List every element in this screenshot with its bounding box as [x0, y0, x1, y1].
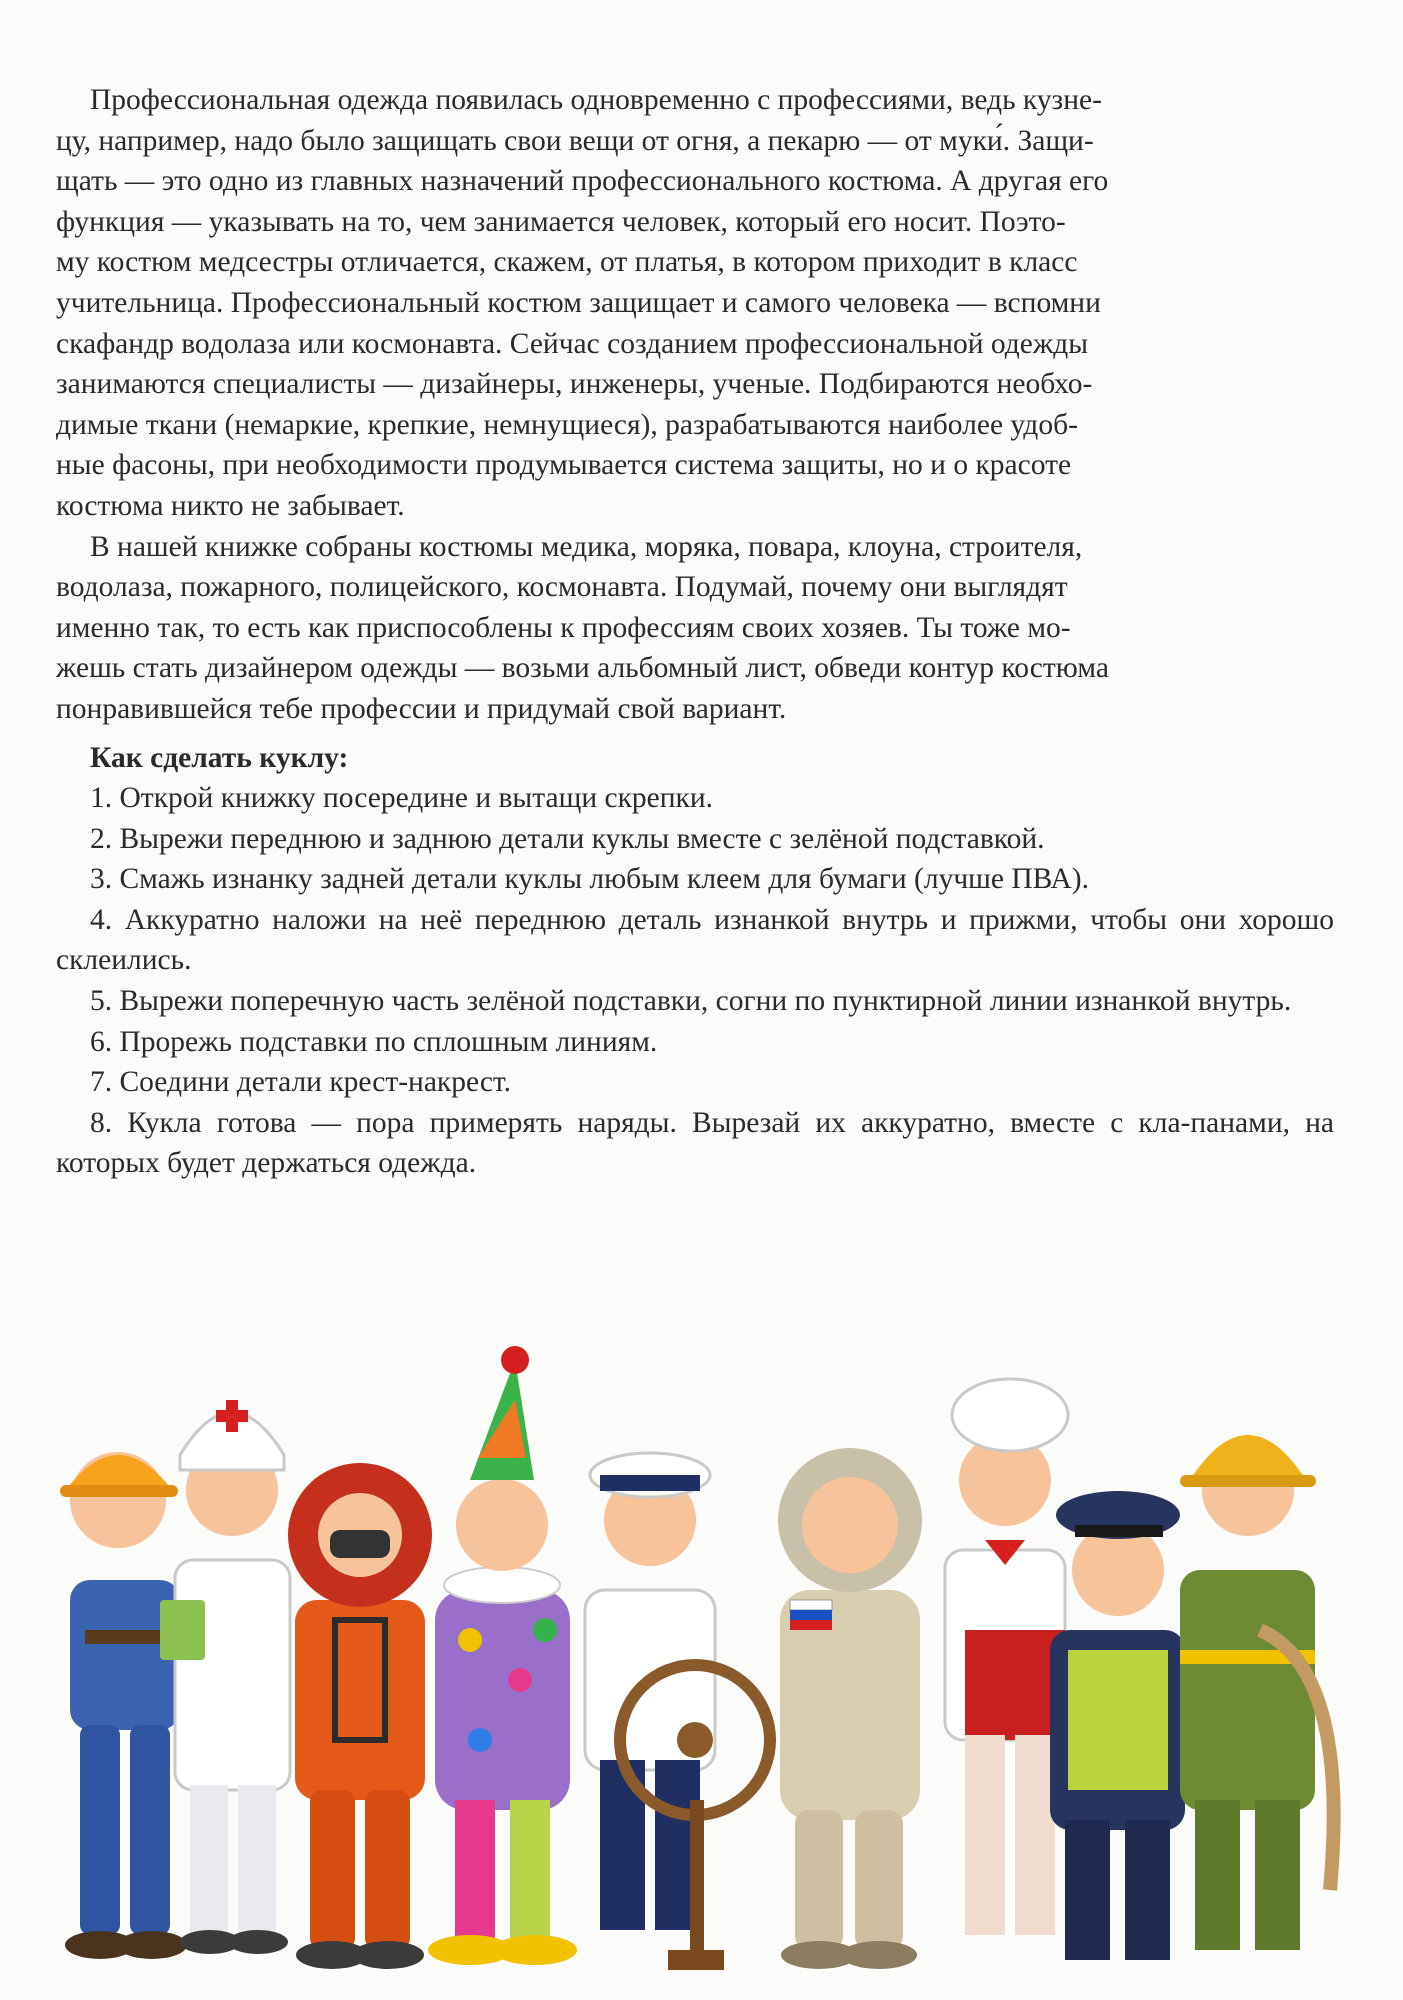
doctor-figure [160, 1400, 290, 1954]
instruction-step: 5. Вырежи поперечную часть зелёной подставки, согни по пунктирной линии изнанкой внутрь. [90, 985, 1292, 1018]
text-line: В нашей книжке собраны костюмы медика, моряка, повара, клоуна, строителя, [90, 530, 1083, 563]
sailor-figure [585, 1453, 770, 1970]
policeman-figure [1050, 1491, 1185, 1960]
text-line: димые ткани (немаркие, крепкие, немнущиеся), разрабатываются наиболее удоб- [56, 408, 1078, 441]
firefighter-figure [1180, 1435, 1334, 1950]
text-line: му костюм медсестры отличается, скажем, от платья, в котором приходит в класс [56, 246, 1078, 279]
clown-figure [428, 1346, 577, 1965]
text-line: костюма никто не забывает. [56, 489, 405, 522]
book-paragraph [56, 527, 1334, 730]
instruction-step: 4. Аккуратно наложи на неё переднюю деталь изнанкой внутрь и прижми, чтобы они хорошо склеились. [56, 903, 1334, 977]
text-line: учительница. Профессиональный костюм защищает и самого человека — вспомни [56, 286, 1101, 319]
instruction-step: 2. Вырежи переднюю и заднюю детали куклы вместе с зелёной подставкой. [90, 822, 1045, 855]
page-text [56, 80, 1334, 1184]
diver-figure [288, 1463, 432, 1969]
text-line: жешь стать дизайнером одежды — возьми альбомный лист, обведи контур костюма [56, 652, 1109, 685]
text-line: скафандр водолаза или космонавта. Сейчас созданием профессиональной одежды [56, 327, 1089, 360]
professions-illustration [0, 1330, 1403, 2000]
text-line: щать — это одно из главных назначений профессионального костюма. А другая его [56, 165, 1109, 198]
instruction-step: 7. Соедини детали крест-накрест. [90, 1066, 511, 1099]
text-line: функция — указывать на то, чем занимается человек, который его носит. Поэто- [56, 205, 1066, 238]
text-line: понравившейся тебе профессии и придумай свой вариант. [56, 692, 787, 725]
text-line: именно так, то есть как приспособлены к профессиям своих хозяев. Ты тоже мо- [56, 611, 1071, 644]
text-line: занимаются специалисты — дизайнеры, инженеры, ученые. Подбираются необхо- [56, 368, 1093, 401]
instruction-step: 8. Кукла готова — пора примерять наряды. Вырезай их аккуратно, вместе с кла-панами, на которых будет держаться одежда. [56, 1106, 1334, 1180]
intro-paragraph [56, 80, 1334, 527]
text-line: Профессиональная одежда появилась одновременно с профессиями, ведь кузне- [90, 84, 1102, 116]
instructions-heading: Как сделать куклу: [90, 741, 349, 774]
instruction-step: 6. Прорежь подставки по сплошным линиям. [90, 1025, 658, 1058]
instruction-step: 3. Смажь изнанку задней детали куклы любым клеем для бумаги (лучше ПВА). [90, 863, 1089, 896]
cook-figure [945, 1379, 1068, 1935]
builder-figure [60, 1452, 187, 1959]
text-line: цу, например, надо было защищать свои вещи от огня, а пекарю — от муки́. Защи- [56, 124, 1094, 157]
cosmonaut-figure [778, 1448, 922, 1969]
text-line: водолаза, пожарного, полицейского, космонавта. Подумай, почему они выглядят [56, 571, 1068, 604]
russian-flag-icon [790, 1600, 832, 1630]
instruction-step: 1. Открой книжку посередине и вытащи скрепки. [90, 782, 714, 815]
children-in-costumes-illustration [0, 1330, 1403, 2000]
text-line: ные фасоны, при необходимости продумывается система защиты, но и о красоте [56, 449, 1072, 482]
